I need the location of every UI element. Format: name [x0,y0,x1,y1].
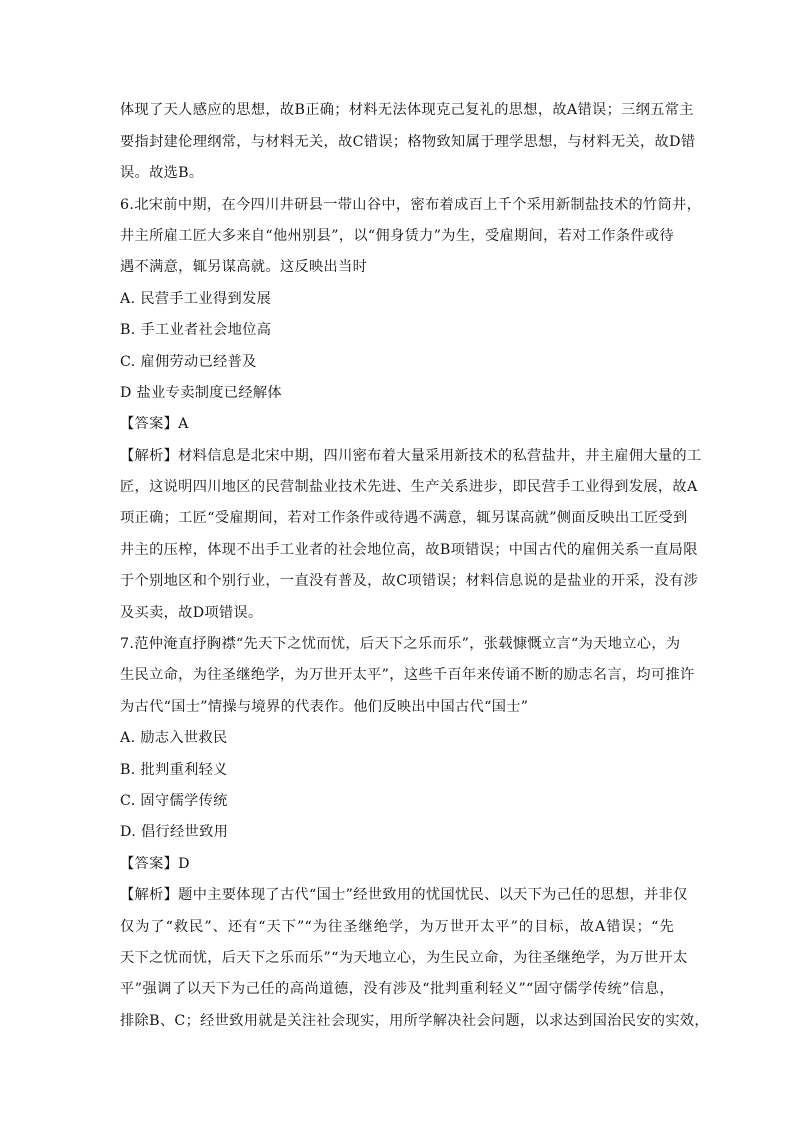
analysis-line: 匠，这说明四川地区的民营制盐业技术先进、生产关系进步，即民营手工业得到发展，故A [120,479,698,495]
question-7-stem: 生民立命，为往圣继绝学，为万世开太平”，这些千百年来传诵不断的励志名言，均可推许 [120,667,695,683]
option-d: D. 倡行经世致用 [120,824,229,840]
analysis-line: 于个别地区和个别行业，一直没有普及，故C项错误；材料信息说的是盐业的开采，没有涉 [120,573,699,589]
option-d: D 盐业专卖制度已经解体 [120,385,282,401]
analysis-line: 仅为了“救民”、还有“天下”“为往圣继绝学，为万世开太平”的目标，故A错误；“先 [120,919,674,935]
question-6-stem: 遇不满意，辄另谋高就。这反映出当时 [120,259,368,275]
analysis-line: 【解析】题中主要体现了古代“国士”经世致用的忧国忧民、以天下为己任的思想，并非仅 [120,887,688,903]
analysis-line: 及买卖，故D项错误。 [120,605,263,621]
text-line: 要指封建伦理纲常，与材料无关，故C错误；格物致知属于理学思想，与材料无关，故D错 [120,134,696,150]
answer-label: 【答案】A [120,416,189,432]
question-6-stem: 6.北宋前中期，在今四川井研县一带山谷中，密布着成百上千个采用新制盐技术的竹筒井， [120,197,702,213]
analysis-line: 排除B、C；经世致用就是关注社会现实，用所学解决社会问题，以求达到国治民安的实效， [120,1013,709,1029]
text-line: 误。故选B。 [120,165,204,181]
analysis-line: 井主的压榨，体现不出手工业者的社会地位高，故B项错误；中国古代的雇佣关系一直局限 [120,542,698,558]
answer-label: 【答案】D [120,856,190,872]
option-c: C. 雇佣劳动已经普及 [120,354,257,370]
option-a: A. 民营手工业得到发展 [120,291,272,307]
analysis-line: 天下之忧而忧，后天下之乐而乐”“为天地立心，为生民立命，为往圣继绝学，为万世开太 [120,950,688,966]
option-b: B. 批判重利轻义 [120,762,228,778]
analysis-line: 项正确；工匠“受雇期间，若对工作条件或待遇不满意，辄另谋高就”侧面反映出工匠受到 [120,510,688,526]
text-line: 体现了天人感应的思想，故B正确；材料无法体现克己复礼的思想，故A错误；三纲五常主 [120,102,694,118]
option-a: A. 励志入世救民 [120,730,228,746]
option-b: B. 手工业者社会地位高 [120,322,272,338]
analysis-line: 平”强调了以天下为己任的高尚道德，没有涉及“批判重利轻义”“固守儒学传统”信息， [120,981,674,997]
option-c: C. 固守儒学传统 [120,793,228,809]
question-7-stem: 7.范仲淹直抒胸襟“先天下之忧而忧，后天下之乐而乐”，张载慷慨立言“为天地立心，为 [120,636,681,652]
analysis-line: 【解析】材料信息是北宋中期，四川密布着大量采用新技术的私营盐井，井主雇佣大量的工 [120,448,702,464]
question-7-stem: 为古代“国士”情操与境界的代表作。他们反映出中国古代“国士” [120,699,529,715]
question-6-stem: 井主所雇工匠大多来自“他州别县”，以“佣身赁力”为生，受雇期间，若对工作条件或待 [120,228,674,244]
